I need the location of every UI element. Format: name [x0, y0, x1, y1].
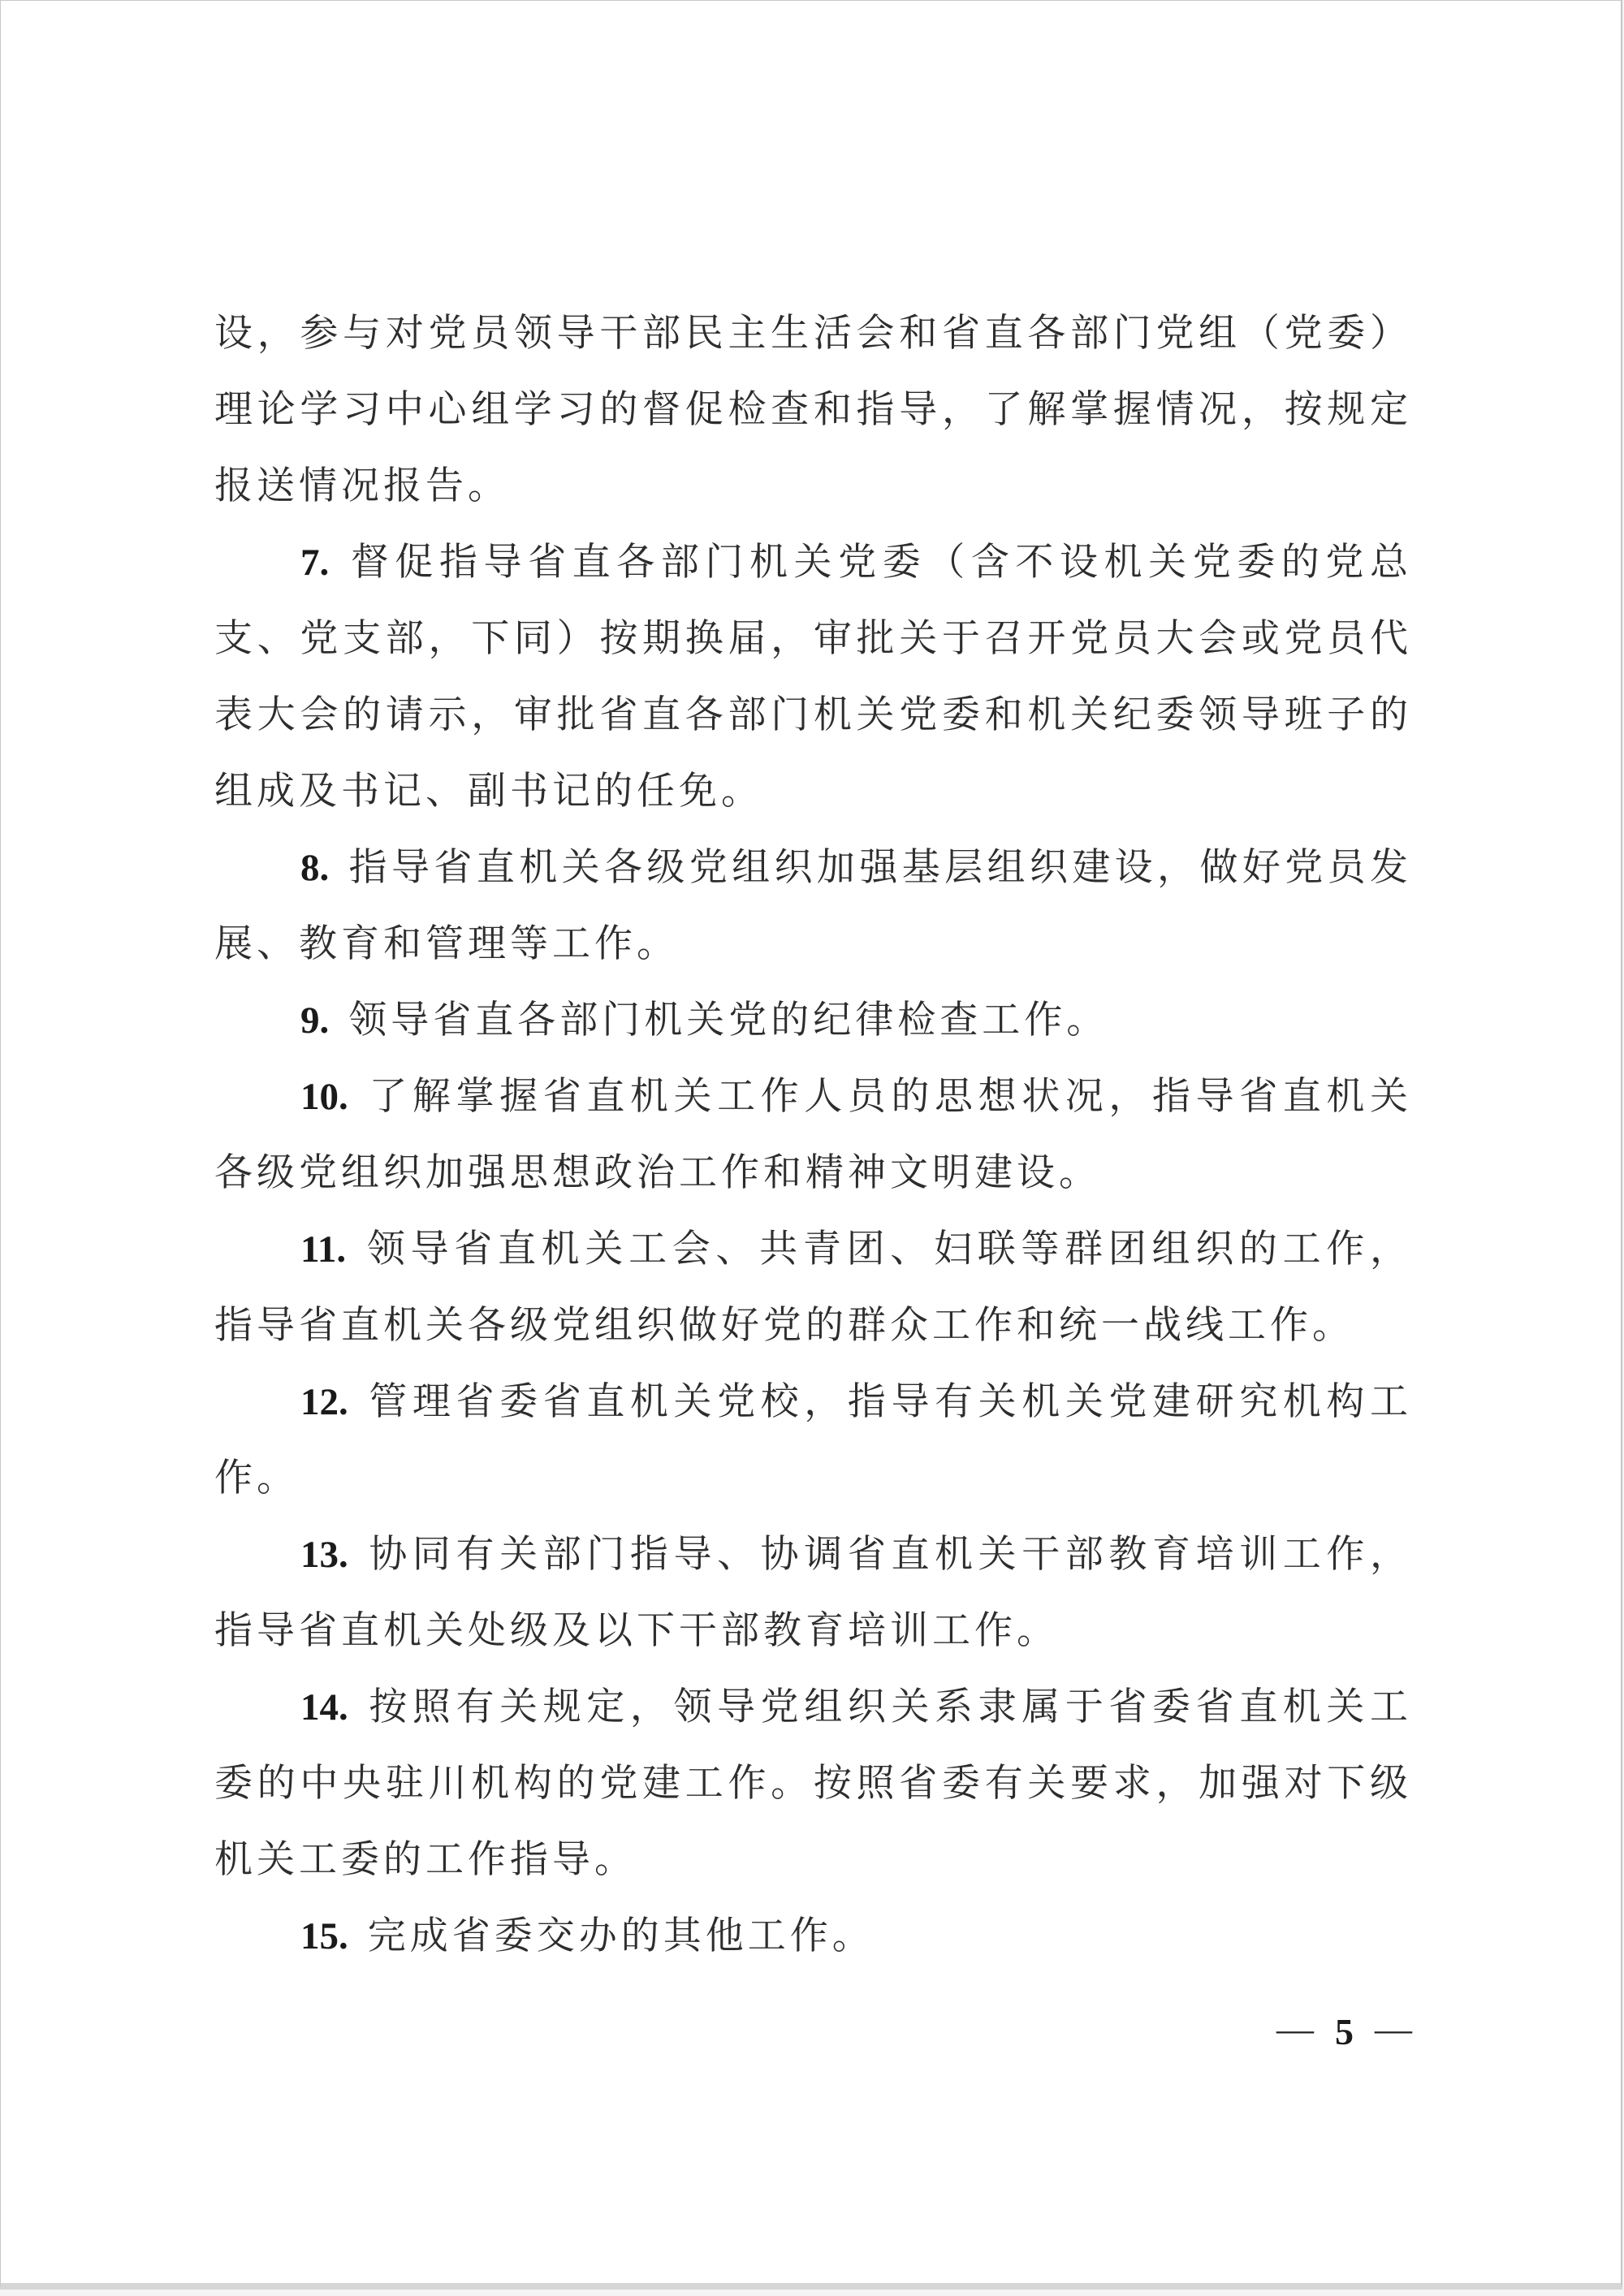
paragraph-text: 按照有关规定，领导党组织关系隶属于省委省直机关工委的中央驻川机构的党建工作。按照省委有关要求，加强对下级机关工委的工作指导。: [214, 1686, 1412, 1881]
paragraph-text: 管理省委省直机关党校，指导有关机关党建研究机构工作。: [214, 1381, 1412, 1500]
item-number: 15.: [300, 1915, 348, 1957]
paragraph-text: 督促指导省直各部门机关党委（含不设机关党委的党总支、党支部，下同）按期换届，审批关于召开党员大会或党员代表大会的请示，审批省直各部门机关党委和机关纪委领导班子的组成及书记、副书记的任免。: [214, 542, 1412, 813]
paragraph-text: 设，参与对党员领导干部民主生活会和省直各部门党组（党委）理论学习中心组学习的督促检查和指导，了解掌握情况，按规定报送情况报告。: [214, 313, 1412, 507]
item-number: 10.: [300, 1076, 348, 1118]
paragraph: [214, 1364, 1412, 1517]
paragraph-text: 完成省委交办的其他工作。: [367, 1915, 875, 1957]
paragraph: [214, 1211, 1412, 1364]
item-number: 13.: [300, 1534, 348, 1576]
paragraph: [214, 296, 1412, 524]
item-number: 12.: [300, 1381, 348, 1423]
paragraph-text: 领导省直各部门机关党的纪律检查工作。: [348, 999, 1109, 1042]
page-number: 5: [1335, 2011, 1354, 2052]
paragraph-text: 了解掌握省直机关工作人员的思想状况，指导省直机关各级党组织加强思想政治工作和精神文明建设。: [214, 1076, 1412, 1194]
item-number: 11.: [300, 1228, 347, 1271]
paragraph: [214, 830, 1412, 982]
paragraph: [214, 1517, 1412, 1669]
paragraph: [214, 1669, 1412, 1898]
item-number: 8.: [300, 847, 330, 889]
footer-dash-right: —: [1375, 2008, 1412, 2049]
paragraph: [214, 524, 1412, 830]
paragraph-text: 协同有关部门指导、协调省直机关干部教育培训工作，指导省直机关处级及以下干部教育培训工作。: [214, 1534, 1412, 1652]
item-number: 14.: [300, 1686, 348, 1728]
footer-dash-left: —: [1276, 2008, 1314, 2049]
paragraph: [214, 1898, 1412, 1974]
paragraph: [214, 982, 1412, 1059]
document-body: [214, 296, 1412, 1974]
paragraph-text: 领导省直机关工会、共青团、妇联等群团组织的工作，指导省直机关各级党组织做好党的群众工作和统一战线工作。: [214, 1228, 1412, 1347]
paragraph: [214, 1059, 1412, 1211]
page-footer: [1276, 2008, 1412, 2056]
item-number: 9.: [300, 999, 330, 1042]
item-number: 7.: [300, 542, 330, 584]
paragraph-text: 指导省直机关各级党组织加强基层组织建设，做好党员发展、教育和管理等工作。: [214, 847, 1412, 965]
